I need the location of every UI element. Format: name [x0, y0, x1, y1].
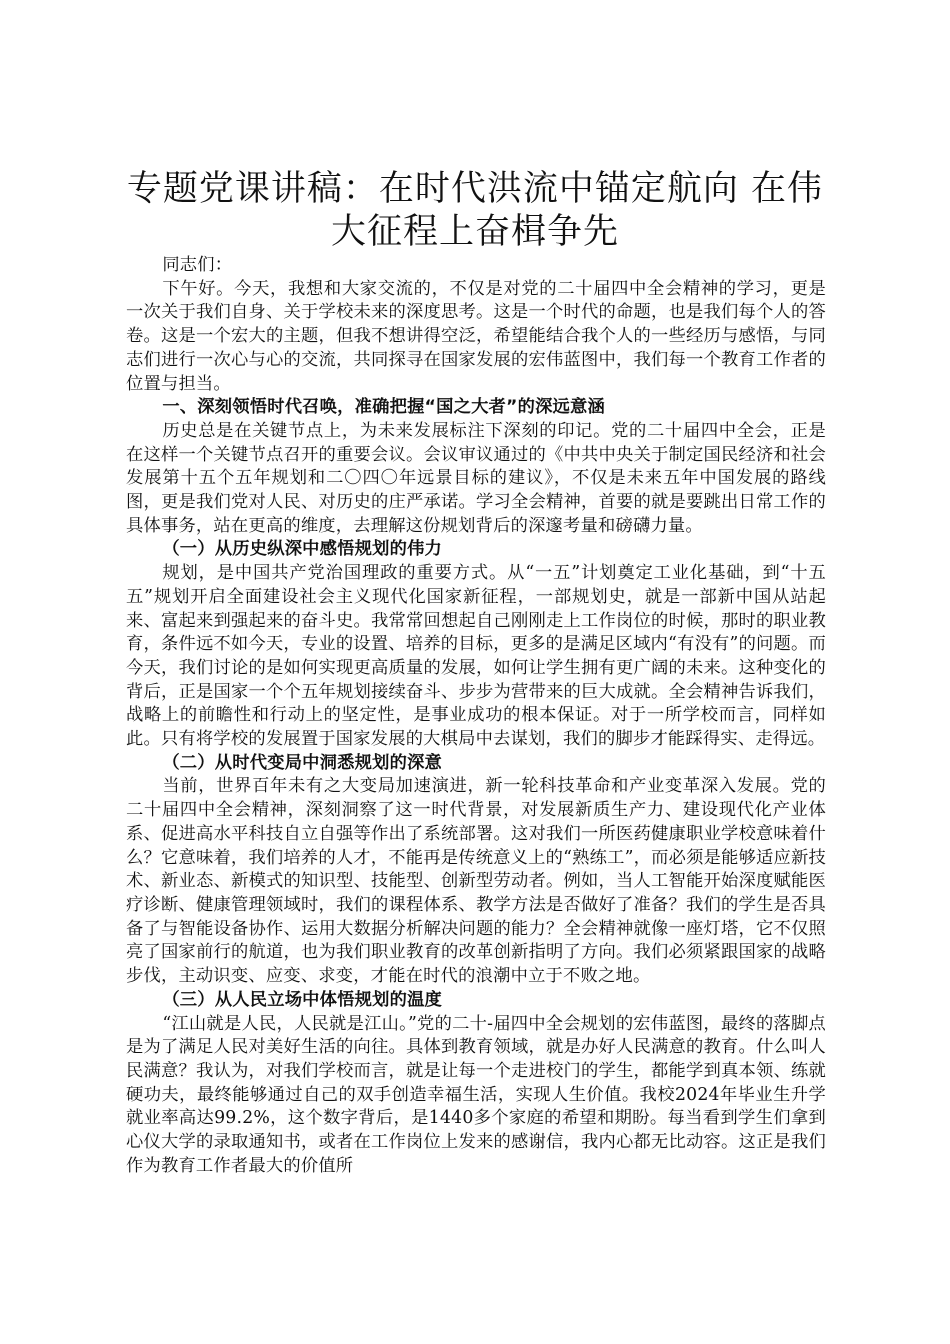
- subsection-paragraph: 当前，世界百年未有之大变局加速演进，新一轮科技革命和产业变革深入发展。党的二十届四中全会精神，深刻洞察了这一时代背景，对发展新质生产力、建设现代化产业体系、促进高水平科技自立自强等作出了系统部署。这对我们一所医药健康职业学校意味着什么？它意味着，我们培养的人才，不能再是传统意义上的“熟练工”，而必须是能够适应新技术、新业态、新模式的知识型、技能型、创新型劳动者。例如，当人工智能开始深度赋能医疗诊断、健康管理领域时，我们的课程体系、教学方法是否做好了准备？我们的学生是否具备了与智能设备协作、运用大数据分析解决问题的能力？全会精神就像一座灯塔，它不仅照亮了国家前行的航道，也为我们职业教育的改革创新指明了方向。我们必须紧跟国家的战略步伐，主动识变、应变、求变，才能在时代的浪潮中立于不败之地。: [126, 776, 826, 987]
- subsection-heading: （一）从历史纵深中感悟规划的伟力: [162, 539, 443, 560]
- subsection-paragraph: “江山就是人民，人民就是江山。”党的二十-届四中全会规划的宏伟蓝图，最终的落脚点是为了满足人民对美好生活的向往。具体到教育领域，就是办好人民满意的教育。什么叫人民满意？我认为，对我们学校而言，就是让每一个走进校门的学生，都能学到真本领、练就硬功夫，最终能够通过自己的双手创造幸福生活，实现人生价值。我校2024年毕业生升学就业率高达99.2%，这个数字背后，是1440多个家庭的希望和期盼。每当看到学生们拿到心仪大学的录取通知书，或者在工作岗位上发来的感谢信，我内心都无比动容。这正是我们作为教育工作者最大的价值所: [126, 1013, 826, 1176]
- section-paragraph: 历史总是在关键节点上，为未来发展标注下深刻的印记。党的二十届四中全会，正是在这样一个关键节点召开的重要会议。会议审议通过的《中共中央关于制定国民经济和社会发展第十五个五年规划和二〇四〇年远景目标的建议》，不仅是未来五年中国发展的路线图，更是我们党对人民、对历史的庄严承诺。学习全会精神，首要的就是要跳出日常工作的具体事务，站在更高的维度，去理解这份规划背后的深邃考量和磅礴力量。: [126, 420, 826, 536]
- subsection-heading: （三）从人民立场中体悟规划的温度: [162, 989, 443, 1010]
- document-title: 专题党课讲稿：在时代洪流中锚定航向 在伟大征程上奋楫争先: [126, 169, 824, 252]
- subsection-paragraph: 规划，是中国共产党治国理政的重要方式。从“一五”计划奠定工业化基础，到“十五五”规划开启全面建设社会主义现代化国家新征程，一部规划史，就是一部新中国从站起来、富起来到强起来的奋斗史。我常常回想起自己刚刚走上工作岗位的时候，那时的职业教育，条件远不如今天，专业的设置、培养的目标，更多的是满足区域内“有没有”的问题。而今天，我们讨论的是如何实现更高质量的发展，如何让学生拥有更广阔的未来。这种变化的背后，正是国家一个个五年规划接续奋斗、步步为营带来的巨大成就。全会精神告诉我们，战略上的前瞻性和行动上的坚定性，是事业成功的根本保证。对于一所学校而言，同样如此。只有将学校的发展置于国家发展的大棋局中去谋划，我们的脚步才能踩得实、走得远。: [126, 563, 826, 750]
- subsection-heading: （二）从时代变局中洞悉规划的深意: [162, 752, 443, 773]
- salutation: 同志们：: [162, 255, 233, 275]
- document-body: [126, 254, 826, 1178]
- intro-paragraph: 下午好。今天，我想和大家交流的，不仅是对党的二十届四中全会精神的学习，更是一次关于我们自身、关于学校未来的深度思考。这是一个时代的命题，也是我们每个人的答卷。这是一个宏大的主题，但我不想讲得空泛，希望能结合我个人的一些经历与感悟，与同志们进行一次心与心的交流，共同探寻在国家发展的宏伟蓝图中，我们每一个教育工作者的位置与担当。: [126, 278, 826, 394]
- section-heading: 一、深刻领悟时代召唤，准确把握“国之大者”的深远意涵: [162, 397, 605, 418]
